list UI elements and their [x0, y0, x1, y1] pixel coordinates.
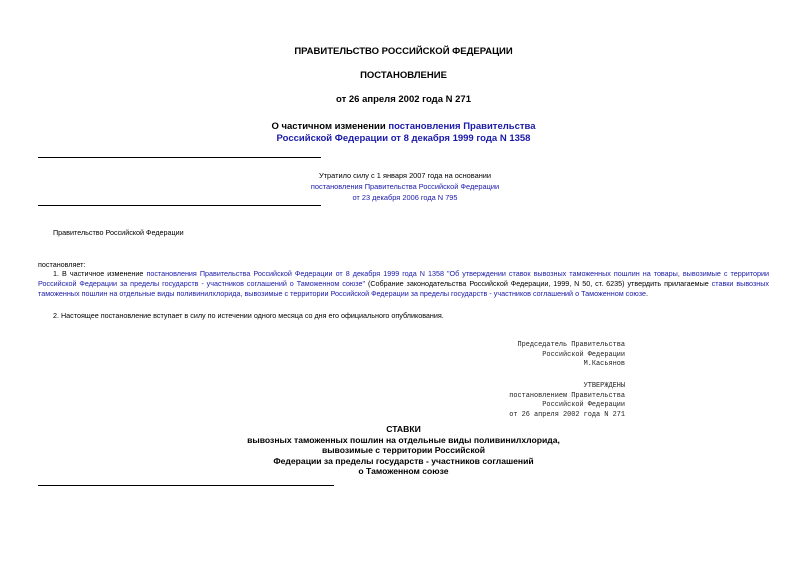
p1-source: (Собрание законодательства Российской Федерации, 1999, N 50, ст. 6235) утвердить прилагаемые: [365, 279, 712, 288]
p1-link-rates[interactable]: ставки вывозных таможенных пошлин на отдельные виды поливинилхлорида, вывозимые с территории Российской Федерации за пределы государств - участников соглашений о Таможенном союзе: [38, 279, 769, 298]
p1-decree-title: "Об утверждении ставок вывозных таможенных пошлин на товары, вывозимые с территории Российской Федерации за пределы государств - участников соглашений о Таможенном союзе": [38, 269, 770, 288]
status-note-text: Утратило силу с 1 января 2007 года на основании: [318, 171, 492, 180]
approval-block: УТВЕРЖДЕНЫ постановлением Правительства Российской Федерации от 26 апреля 2002 года N 271: [509, 382, 625, 419]
p1-link-decree[interactable]: постановления Правительства Российской Федерации от 8 декабря 1999 года N 1358: [146, 269, 444, 278]
document-date-number: от 26 апреля 2002 года N 271: [336, 94, 471, 105]
rates-title: СТАВКИ вывозных таможенных пошлин на отдельные виды поливинилхлорида, вывозимые с территории Российской Федерации за пределы государств - участников соглашений о Таможенном союзе: [247, 424, 560, 476]
status-divider: [38, 205, 321, 206]
government-heading: ПРАВИТЕЛЬСТВО РОССИЙСКОЙ ФЕДЕРАЦИИ: [294, 46, 513, 57]
signature-block: Председатель Правительства Российской Федерации М.Касьянов: [517, 341, 625, 368]
paragraph-2: 2. Настоящее постановление вступает в силу по истечении одного месяца со дня его официального опубликования.: [53, 311, 444, 320]
paragraph-1: 1. В частичное изменение постановления Правительства Российской Федерации от 8 декабря 1999 года N 1358 "Об утверждении ставок вывозных таможенных пошлин на товары, вывозимые с территории Российской Федерации за пределы государств - участников соглашений о Таможенном союзе" (Собрание законодательства Российской Федерации, 1999, N 50, ст. 6235) утвердить прилагаемые ставки вывозных таможенных пошлин на отдельные виды поливинилхлорида, вывозимые с территории Российской Федерации за пределы государств - участников соглашений о Таможенном союзе.: [38, 269, 770, 298]
issuer: Правительство Российской Федерации: [53, 228, 184, 237]
status-note: [300, 170, 510, 203]
status-note-link-date[interactable]: от 23 декабря 2006 года N 795: [352, 193, 458, 202]
document-type: ПОСТАНОВЛЕНИЕ: [360, 70, 447, 81]
status-note-link-decree[interactable]: постановления Правительства Российской Федерации: [310, 182, 500, 191]
subject-link-decree[interactable]: постановления Правительства: [388, 121, 536, 132]
subject-prefix: О частичном изменении: [271, 121, 389, 132]
bottom-divider: [38, 485, 334, 486]
top-divider: [38, 157, 321, 158]
document-subject: [0, 121, 807, 145]
subject-link-decree-date[interactable]: Российской Федерации от 8 декабря 1999 года N 1358: [276, 133, 531, 144]
decrees-word: постановляет:: [38, 260, 86, 269]
p1-prefix: 1. В частичное изменение: [53, 269, 147, 278]
